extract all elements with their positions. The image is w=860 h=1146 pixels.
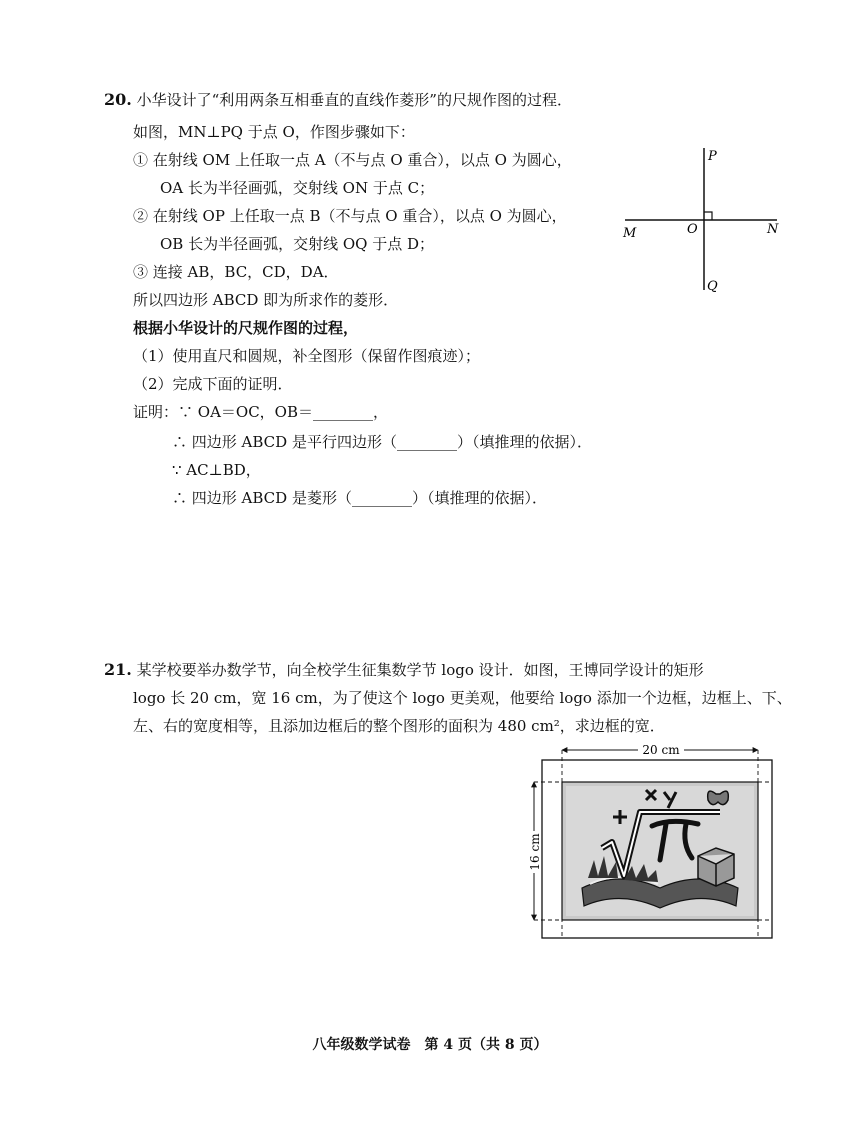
label-q: Q — [707, 279, 718, 294]
page-footer: 八年级数学试卷 第 4 页（共 8 页） — [312, 1037, 548, 1053]
label-p: P — [708, 149, 717, 164]
q20-part1: （1）使用直尺和圆规，补全图形（保留作图痕迹）； — [133, 347, 481, 365]
label-o: O — [687, 222, 698, 237]
q20-proof-line2: ∴ 四边形 ABCD 是平行四边形（________）（填推理的依据）． — [172, 433, 592, 451]
q20-step1-line2: OA 长为半径画弧，交射线 ON 于点 C； — [160, 179, 435, 197]
q20-proof-line1: 证明：∵ OA＝OC，OB＝________， — [133, 403, 388, 421]
width-label: 20 cm — [642, 743, 680, 757]
q20-perpendicular-figure — [615, 140, 795, 300]
label-m: M — [623, 226, 637, 241]
q21-logo-figure — [520, 738, 780, 946]
q20-number: 20. — [104, 90, 132, 109]
label-n: N — [767, 222, 779, 237]
q20-step2-line1: ② 在射线 OP 上任取一点 B（不与点 O 重合），以点 O 为圆心， — [133, 207, 567, 225]
q20-title: 小华设计了“利用两条互相垂直的直线作菱形”的尺规作图的过程． — [136, 91, 572, 109]
q21-line1: 某学校要举办数学节，向全校学生征集数学节 logo 设计．如图，王博同学设计的矩形 — [136, 661, 704, 679]
q21-line3: 左、右的宽度相等，且添加边框后的整个图形的面积为 480 cm²，求边框的宽． — [133, 717, 665, 735]
q20-proof-line4: ∴ 四边形 ABCD 是菱形（________）（填推理的依据）． — [172, 489, 547, 507]
q20-part2: （2）完成下面的证明． — [133, 375, 293, 393]
height-label: 16 cm — [528, 833, 542, 871]
q20-intro: 如图，MN⊥PQ 于点 O，作图步骤如下： — [133, 123, 415, 141]
q21-line2: logo 长 20 cm，宽 16 cm，为了使这个 logo 更美观，他要给 logo 添加一个边框，边框上、下、 — [133, 689, 792, 707]
q21-number: 21. — [104, 660, 132, 679]
q20-title-row — [104, 90, 572, 110]
q20-proof-line3: ∵ AC⊥BD， — [172, 461, 261, 479]
q20-step1-line1: ① 在射线 OM 上任取一点 A（不与点 O 重合），以点 O 为圆心， — [133, 151, 572, 169]
q20-prompt: 根据小华设计的尺规作图的过程， — [133, 319, 359, 337]
q20-step2-line2: OB 长为半径画弧，交射线 OQ 于点 D； — [160, 235, 435, 253]
q20-step3: ③ 连接 AB，BC，CD，DA． — [133, 263, 339, 281]
q21-line1-row — [104, 660, 704, 680]
cube-illustration — [698, 848, 734, 886]
q20-conclusion: 所以四边形 ABCD 即为所求作的菱形． — [133, 291, 399, 309]
right-angle-mark — [704, 212, 712, 220]
